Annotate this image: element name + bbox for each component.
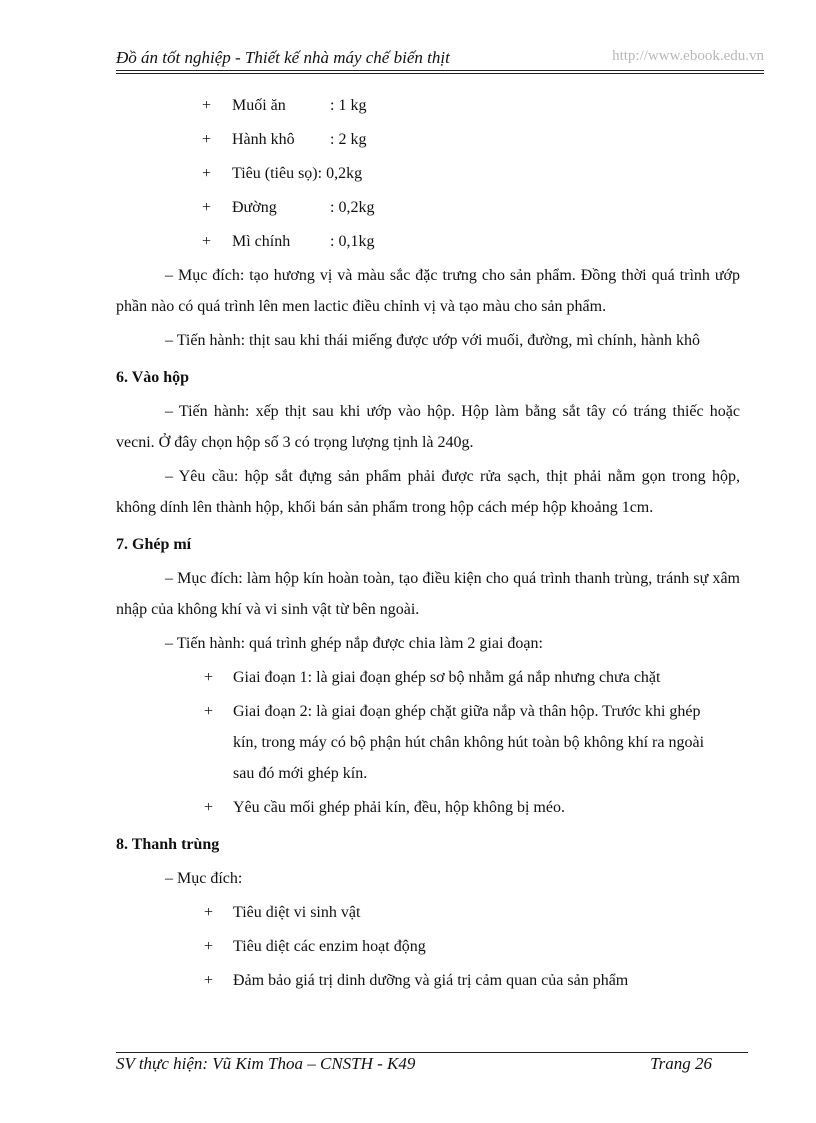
ingredient-item	[116, 158, 740, 189]
ingredient-name: Đường	[232, 199, 277, 216]
header-rule	[116, 70, 764, 71]
list-item	[116, 696, 740, 789]
plus-bullet: +	[202, 233, 212, 250]
source-url[interactable]: http://www.ebook.edu.vn	[612, 48, 764, 64]
plus-bullet: +	[202, 131, 212, 148]
ingredient-name: Mì chính	[232, 233, 291, 250]
section-heading: 7. Ghép mí	[116, 536, 192, 553]
ingredient-name: Hành khô	[232, 131, 295, 148]
section-heading: 8. Thanh trùng	[116, 836, 220, 853]
author-credit: SV thực hiện: Vũ Kim Thoa – CNSTH - K49	[116, 1054, 416, 1073]
ingredient-item	[116, 124, 740, 155]
page-header	[116, 46, 764, 70]
plus-bullet: +	[204, 669, 214, 686]
list-item-text: Tiêu diệt vi sinh vật	[233, 904, 361, 921]
marinate-purpose: – Mục đích: tạo hương vị và màu sắc đặc trưng cho sản phẩm. Đồng thời quá trình ướp phần nào có quá trình lên men lactic điều chỉnh vị và tạo màu cho sản phẩm.	[116, 267, 740, 315]
s8-purpose: – Mục đích:	[165, 870, 243, 887]
page-body	[116, 90, 740, 996]
marinate-process: – Tiến hành: thịt sau khi thái miếng được ướp với muối, đường, mì chính, hành khô	[165, 332, 700, 349]
footer-rule	[116, 1052, 748, 1053]
header-rule-double	[116, 73, 764, 74]
list-item	[116, 662, 740, 693]
section-heading: 6. Vào hộp	[116, 369, 190, 386]
plus-bullet: +	[204, 972, 214, 989]
plus-bullet: +	[204, 703, 214, 720]
ingredient-item	[116, 90, 740, 121]
plus-bullet: +	[204, 799, 214, 816]
plus-bullet: +	[202, 199, 212, 216]
ingredient-amount: : 2 kg	[330, 131, 367, 148]
s7-purpose: – Mục đích: làm hộp kín hoàn toàn, tạo điều kiện cho quá trình thanh trùng, tránh sự xâm nhập của không khí và vi sinh vật từ bên ngoài.	[116, 570, 740, 618]
plus-bullet: +	[204, 904, 214, 921]
ingredient-item	[116, 192, 740, 223]
ingredient-amount: : 0,1kg	[330, 233, 375, 250]
s6-process: – Tiến hành: xếp thịt sau khi ướp vào hộp. Hộp làm bằng sắt tây có tráng thiếc hoặc vecni. Ở đây chọn hộp số 3 có trọng lượng tịnh là 240g.	[116, 403, 740, 451]
ingredient-item	[116, 226, 740, 257]
ingredient-amount: : 0,2kg	[330, 199, 375, 216]
list-item	[116, 931, 740, 962]
list-item-text: Yêu cầu mối ghép phải kín, đều, hộp không bị méo.	[233, 799, 565, 816]
ingredient-name: Tiêu (tiêu sọ)	[232, 165, 318, 182]
list-item-text: Giai đoạn 1: là giai đoạn ghép sơ bộ nhằm gá nắp nhưng chưa chặt	[233, 669, 661, 686]
document-title: Đồ án tốt nghiệp - Thiết kế nhà máy chế biến thịt	[116, 48, 450, 67]
list-item-text: Tiêu diệt các enzim hoạt động	[233, 938, 426, 955]
ingredient-amount: : 1 kg	[330, 97, 367, 114]
plus-bullet: +	[202, 97, 212, 114]
list-item-text: Giai đoạn 2: là giai đoạn ghép chặt giữa nắp và thân hộp. Trước khi ghép kín, trong máy có bộ phận hút chân không hút toàn bộ không khí ra ngoài sau đó mới ghép kín.	[233, 703, 705, 782]
list-item	[116, 897, 740, 928]
list-item	[116, 965, 740, 996]
plus-bullet: +	[202, 165, 212, 182]
list-item-text: Đảm bảo giá trị dinh dưỡng và giá trị cảm quan của sản phẩm	[233, 972, 629, 989]
list-item	[116, 792, 740, 823]
plus-bullet: +	[204, 938, 214, 955]
s6-requirement: – Yêu cầu: hộp sắt đựng sản phẩm phải được rửa sạch, thịt phải nằm gọn trong hộp, không dính lên thành hộp, khối bán sản phẩm trong hộp cách mép hộp khoảng 1cm.	[116, 468, 740, 516]
ingredient-amount: : 0,2kg	[317, 165, 363, 182]
s7-process: – Tiến hành: quá trình ghép nắp được chia làm 2 giai đoạn:	[165, 635, 543, 652]
ingredient-name: Muối ăn	[232, 97, 286, 114]
page-number: Trang 26	[650, 1054, 712, 1073]
